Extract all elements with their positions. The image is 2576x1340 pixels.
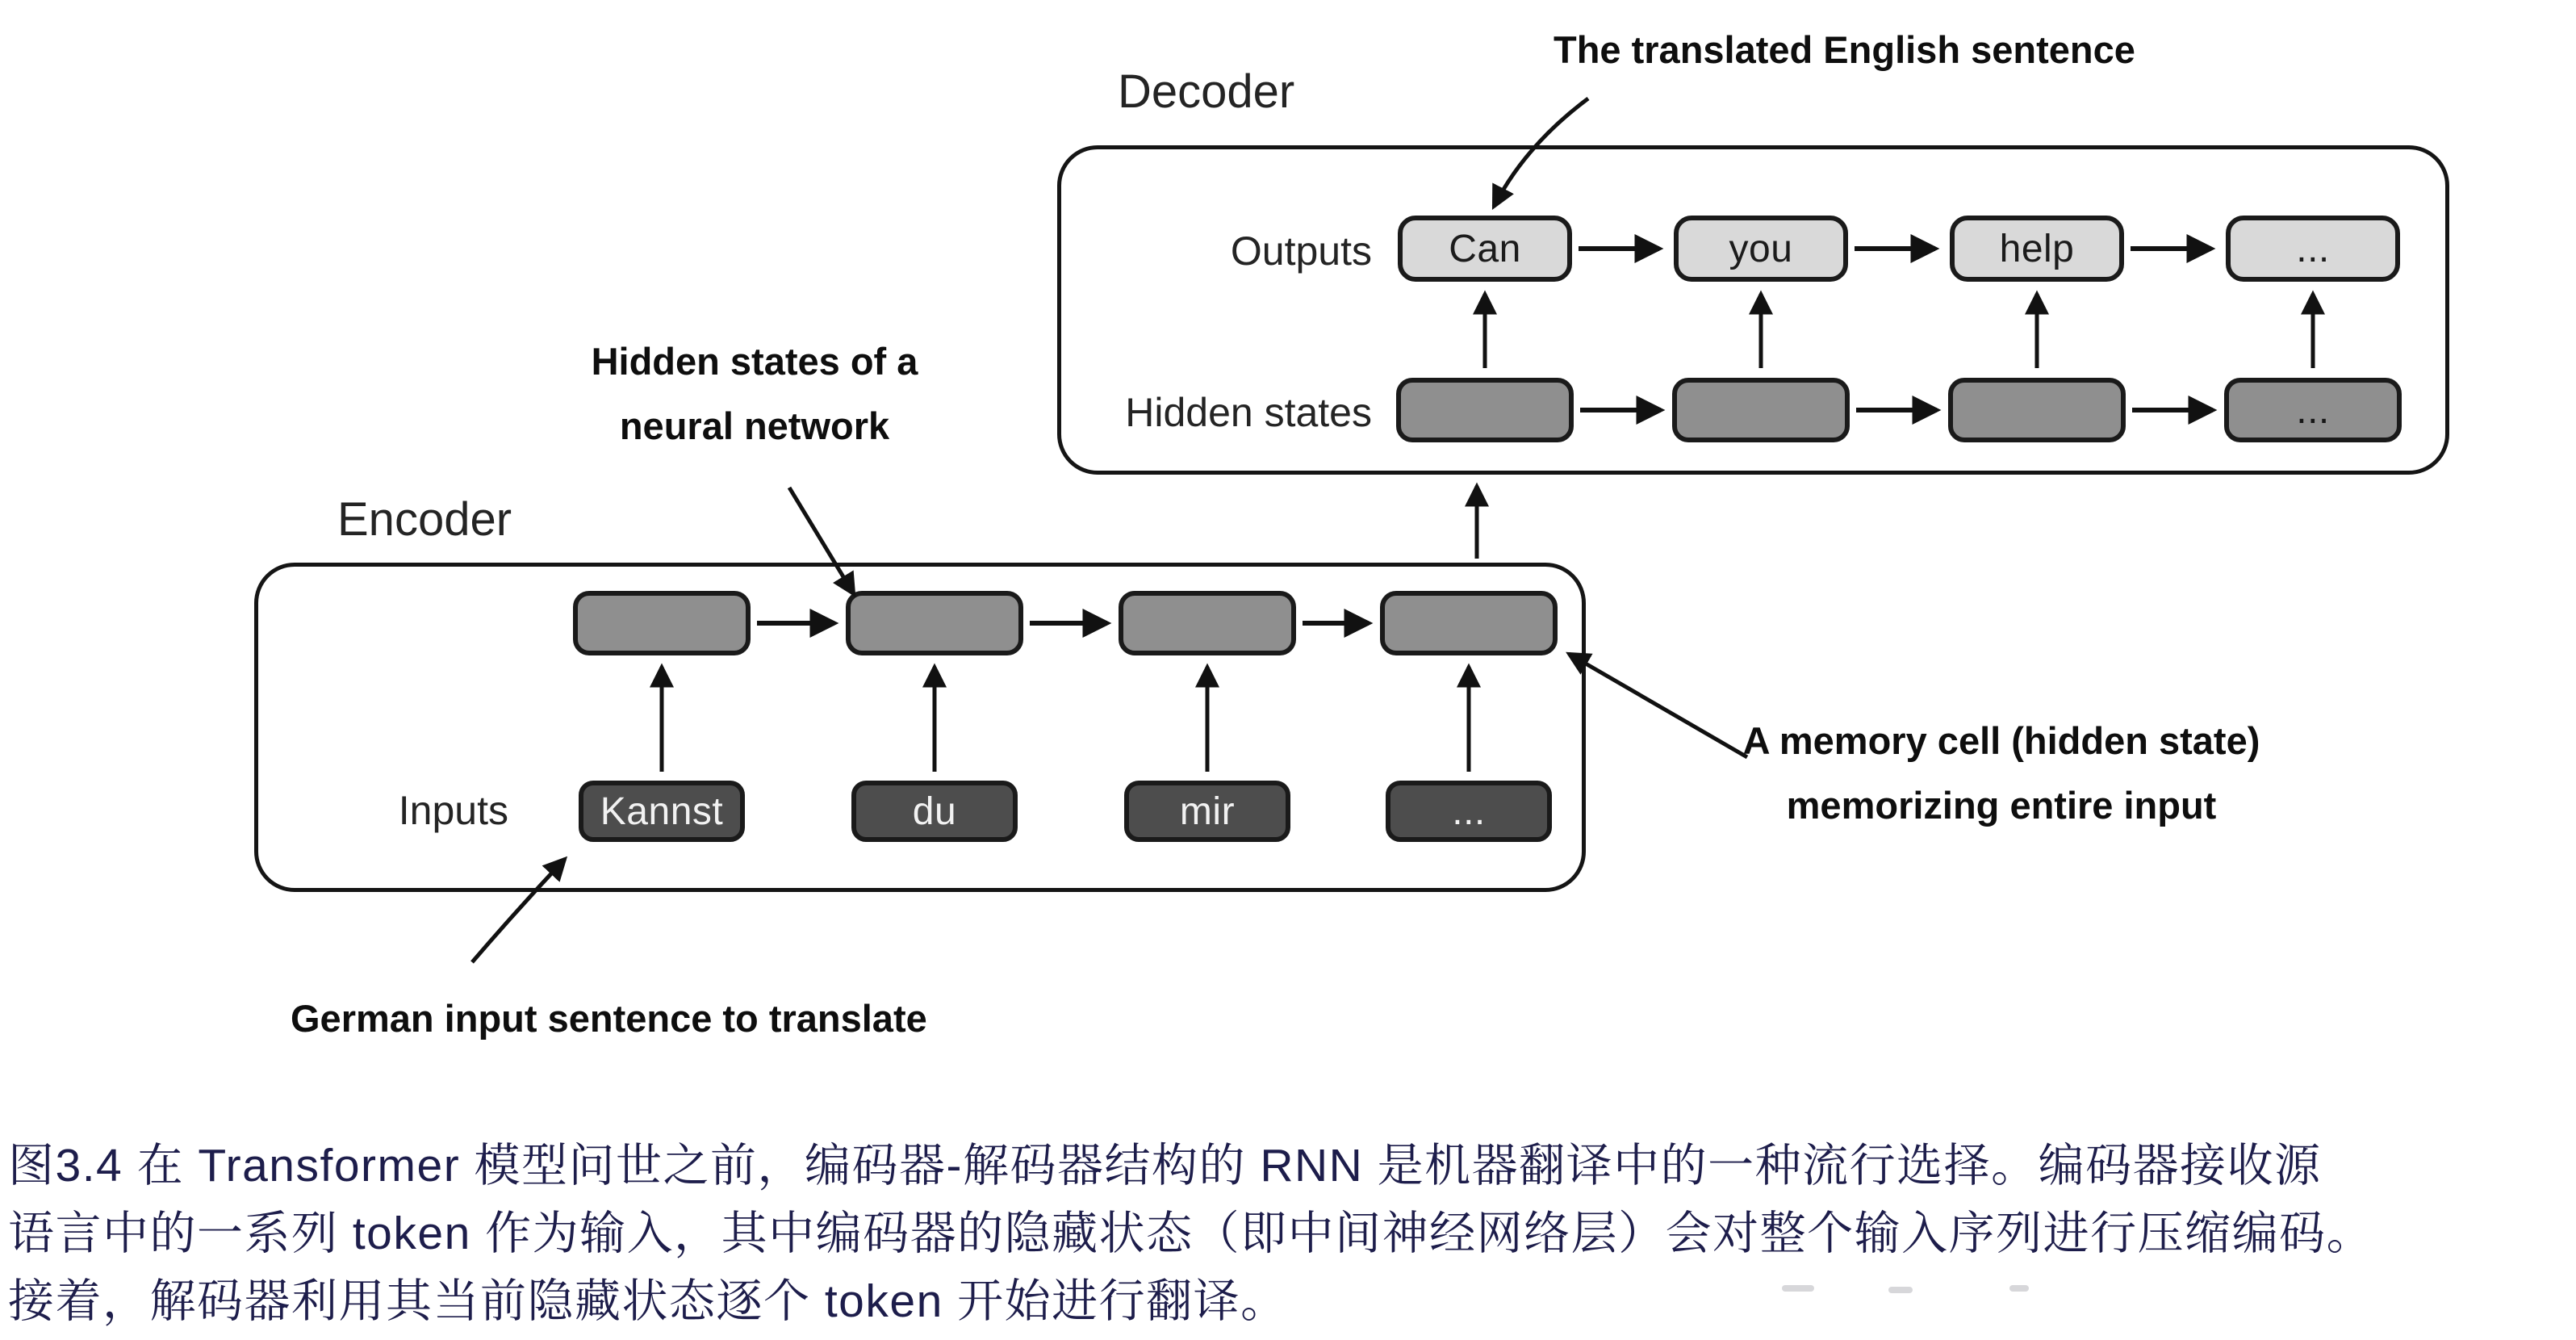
memory-cell-annotation-line1: A memory cell (hidden state)	[1742, 719, 2260, 762]
hidden-states-annotation-line2: neural network	[619, 404, 890, 447]
scan-artifact	[1888, 1287, 1913, 1293]
decoder-output-token: help	[1950, 216, 2124, 282]
scan-artifact	[1782, 1285, 1814, 1292]
decoder-output-token: Can	[1398, 216, 1572, 282]
encoder-inputs-label: Inputs	[398, 788, 508, 833]
scan-artifact	[2009, 1285, 2029, 1292]
decoder-hidden-cell	[1948, 378, 2126, 442]
decoder-output-token: ...	[2226, 216, 2400, 282]
encoder-input-token: mir	[1124, 781, 1290, 842]
translated-sentence-annotation: The translated English sentence	[1554, 28, 2135, 71]
decoder-outputs-label: Outputs	[1230, 228, 1372, 274]
decoder-hidden-cell: ...	[2224, 378, 2402, 442]
encoder-input-token: Kannst	[579, 781, 745, 842]
decoder-title: Decoder	[1118, 65, 1295, 118]
encoder-title: Encoder	[337, 493, 512, 546]
caption-line-3: 接着，解码器利用其当前隐藏状态逐个 token 开始进行翻译。	[8, 1275, 1288, 1327]
encoder-input-token: du	[851, 781, 1018, 842]
german-input-annotation: German input sentence to translate	[291, 997, 927, 1040]
memory-cell-annotation	[1695, 709, 2308, 838]
encoder-hidden-cell	[573, 591, 751, 655]
encoder-input-token: ...	[1386, 781, 1552, 842]
decoder-hidden-cell	[1672, 378, 1850, 442]
hidden-states-annotation	[533, 329, 976, 459]
caption-line-1: 图3.4 在 Transformer 模型问世之前，编码器-解码器结构的 RNN 是机器翻译中的一种流行选择。编码器接收源	[8, 1140, 2322, 1191]
decoder-output-token: you	[1674, 216, 1848, 282]
encoder-hidden-cell	[1119, 591, 1296, 655]
decoder-hidden-label: Hidden states	[1125, 390, 1372, 435]
encoder-hidden-cell	[1380, 591, 1558, 655]
memory-cell-annotation-line2: memorizing entire input	[1786, 784, 2217, 827]
decoder-hidden-cell	[1396, 378, 1574, 442]
hidden-states-annotation-line1: Hidden states of a	[591, 340, 918, 383]
caption-line-2: 语言中的一系列 token 作为输入，其中编码器的隐藏状态（即中间神经网络层）会对整个输入序列进行压缩编码。	[8, 1208, 2374, 1259]
encoder-hidden-cell	[846, 591, 1023, 655]
